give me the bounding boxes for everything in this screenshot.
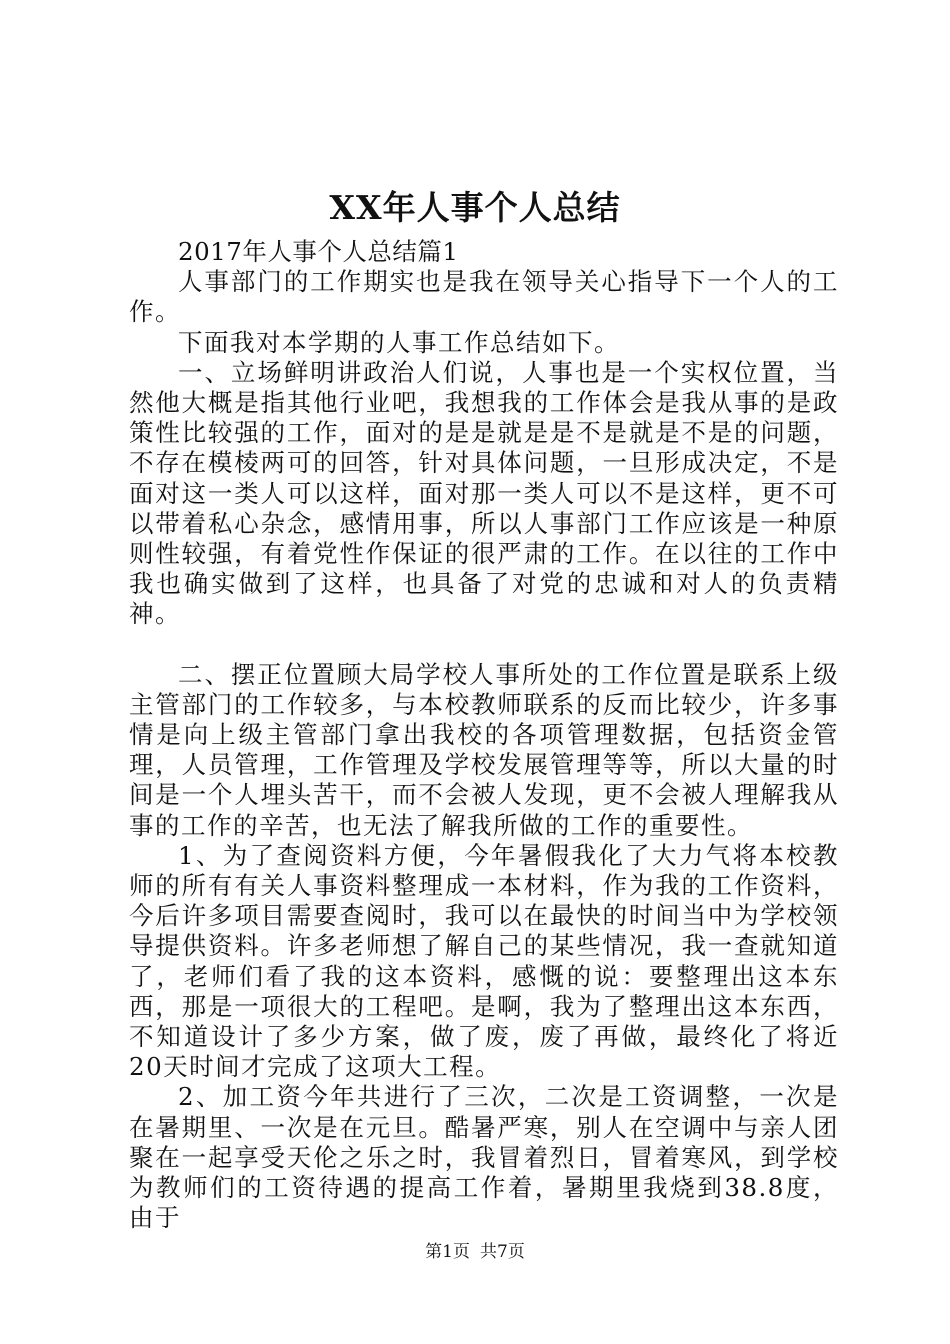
- page-footer: [0, 1240, 950, 1264]
- document-body: [129, 237, 839, 1234]
- paragraph: 1、为了查阅资料方便，今年暑假我化了大力气将本校教师的所有有关人事资料整理成一本材料，作为我的工作资料，今后许多项目需要查阅时，我可以在最快的时间当中为学校领导提供资料。许多老师想了解自己的某些情况，我一查就知道了，老师们看了我的这本资料，感慨的说：要整理出这本东西，那是一项很大的工程吧。是啊，我为了整理出这本东西，不知道设计了多少方案，做了废，废了再做，最终化了将近20天时间才完成了这项大工程。: [129, 840, 839, 1082]
- page-total: 共7页: [480, 1242, 525, 1262]
- page-number: 第1页: [425, 1242, 470, 1262]
- document-title: XX年人事个人总结: [329, 188, 621, 227]
- paragraph: 下面我对本学期的人事工作总结如下。: [178, 327, 620, 357]
- paragraph: 一、立场鲜明讲政治人们说，人事也是一个实权位置，当然他大概是指其他行业吧，我想我的工作体会是我从事的是政策性比较强的工作，面对的是是就是是不是就是不是的问题，不存在模棱两可的回答，针对具体问题，一旦形成决定，不是面对这一类人可以这样，面对那一类人可以不是这样，更不可以带着私心杂念，感情用事，所以人事部门工作应该是一种原则性较强，有着党性作保证的很严肃的工作。在以往的工作中我也确实做到了这样，也具备了对党的忠诚和对人的负责精神。: [129, 357, 839, 629]
- paragraph: 人事部门的工作期实也是我在领导关心指导下一个人的工作。: [129, 267, 839, 327]
- section-subtitle: 2017年人事个人总结篇1: [178, 237, 459, 266]
- paragraph: 二、摆正位置顾大局学校人事所处的工作位置是联系上级主管部门的工作较多，与本校教师联系的反而比较少，许多事情是向上级主管部门拿出我校的各项管理数据，包括资金管理，人员管理，工作管理及学校发展管理等等，所以大量的时间是一个人埋头苦干，而不会被人发现，更不会被人理解我从事的工作的辛苦，也无法了解我所做的工作的重要性。: [129, 659, 839, 840]
- paragraph: 2、加工资今年共进行了三次，二次是工资调整，一次是在暑期里、一次是在元旦。酷暑严寒，别人在空调中与亲人团聚在一起享受天伦之乐之时，我冒着烈日，冒着寒风，到学校为教师们的工资待遇的提高工作着，暑期里我烧到38.8度，由于: [129, 1082, 839, 1233]
